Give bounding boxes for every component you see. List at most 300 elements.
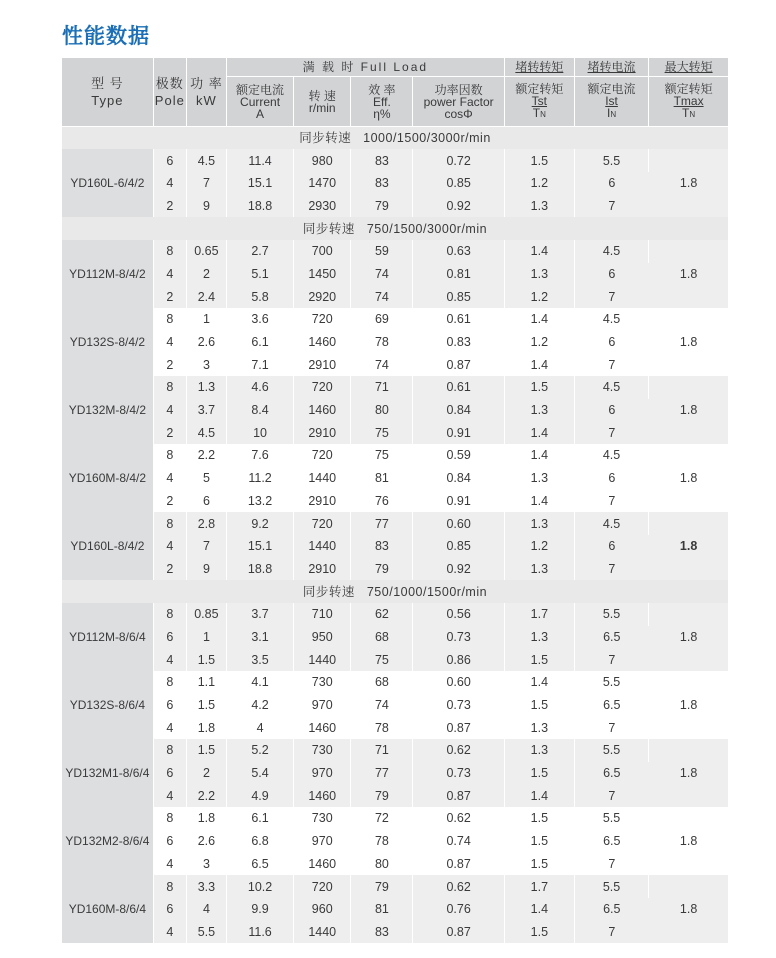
power-cell: 2.2 [186, 444, 226, 467]
locked-current-cell: 5.5 [574, 603, 648, 626]
eff-cell: 75 [351, 648, 413, 671]
eff-cell: 74 [351, 285, 413, 308]
table-row [62, 467, 728, 490]
pole-cell: 6 [153, 626, 186, 649]
locked-current-cell: 6 [574, 535, 648, 558]
header-speed-unit: r/min [308, 100, 336, 115]
power-cell: 1.8 [186, 716, 226, 739]
locked-current-cell: 7 [574, 558, 648, 581]
locked-current-numerator: Ist [605, 93, 618, 108]
speed-cell: 1460 [294, 331, 351, 354]
pf-cell: 0.62 [413, 875, 504, 898]
pf-cell: 0.56 [413, 603, 504, 626]
current-cell: 5.4 [226, 762, 293, 785]
power-cell: 4.5 [186, 421, 226, 444]
locked-torque-denominator-sub: N [540, 109, 546, 119]
table-row [62, 490, 728, 513]
eff-cell: 78 [351, 331, 413, 354]
header-locked-current [574, 77, 648, 127]
pf-cell: 0.62 [413, 807, 504, 830]
speed-cell: 1440 [294, 648, 351, 671]
current-cell: 7.1 [226, 353, 293, 376]
current-cell: 5.2 [226, 739, 293, 762]
pf-cell: 0.59 [413, 444, 504, 467]
current-cell: 4.1 [226, 671, 293, 694]
pf-cell: 0.83 [413, 331, 504, 354]
table-row [62, 535, 728, 558]
header-locked-torque-group [504, 58, 574, 77]
model-cell: YD160M-8/4/2 [62, 444, 153, 512]
locked-torque-cell: 1.3 [504, 467, 574, 490]
locked-torque-cell: 1.3 [504, 626, 574, 649]
pole-cell: 6 [153, 830, 186, 853]
pole-cell: 4 [153, 172, 186, 195]
eff-cell: 83 [351, 535, 413, 558]
pole-cell: 2 [153, 490, 186, 513]
eff-cell: 81 [351, 898, 413, 921]
pole-cell: 4 [153, 399, 186, 422]
power-cell: 5 [186, 467, 226, 490]
pf-cell: 0.60 [413, 512, 504, 535]
locked-current-cell: 6 [574, 331, 648, 354]
max-torque-denominator-sub: N [689, 109, 696, 119]
power-cell: 0.65 [186, 240, 226, 263]
locked-current-cell: 5.5 [574, 739, 648, 762]
header-current-en: Current [240, 94, 281, 109]
table-row [62, 875, 728, 898]
header-locked-torque [504, 77, 574, 127]
locked-torque-cell: 1.5 [504, 853, 574, 876]
eff-cell: 68 [351, 671, 413, 694]
current-cell: 18.8 [226, 558, 293, 581]
pf-cell: 0.84 [413, 467, 504, 490]
pole-cell: 8 [153, 444, 186, 467]
current-cell: 18.8 [226, 195, 293, 218]
pf-cell: 0.73 [413, 762, 504, 785]
power-cell: 0.85 [186, 603, 226, 626]
locked-torque-cell: 1.5 [504, 376, 574, 399]
model-cell: YD160L-8/4/2 [62, 512, 153, 580]
header-speed-cn: 转 速 [308, 88, 336, 103]
header-pole-cn: 极数 [155, 75, 184, 91]
sync-speed-cell [62, 580, 728, 603]
model-cell: YD112M-8/4/2 [62, 240, 153, 308]
header-model-cn: 型 号 [91, 75, 124, 91]
eff-cell: 71 [351, 739, 413, 762]
locked-current-denominator: I [607, 105, 611, 120]
pole-cell: 2 [153, 195, 186, 218]
sync-speed-label: 同步转速 [302, 584, 355, 599]
table-row [62, 739, 728, 762]
pole-cell: 4 [153, 784, 186, 807]
sync-speed-row [62, 217, 728, 240]
pole-cell: 2 [153, 285, 186, 308]
locked-current-label: 额定电流 [587, 81, 636, 96]
locked-torque-numerator: Tst [531, 93, 548, 108]
pf-cell: 0.87 [413, 921, 504, 944]
locked-torque-cell: 1.4 [504, 898, 574, 921]
pf-cell: 0.91 [413, 421, 504, 444]
speed-cell: 730 [294, 807, 351, 830]
max-torque-cell: 1.8 [649, 603, 728, 671]
max-torque-cell: 1.8 [649, 739, 728, 807]
sync-speed-value: 1000/1500/3000r/min [363, 130, 491, 145]
pole-cell: 4 [153, 467, 186, 490]
power-cell: 4.5 [186, 149, 226, 172]
pole-cell: 8 [153, 512, 186, 535]
speed-cell: 2910 [294, 353, 351, 376]
pole-cell: 2 [153, 558, 186, 581]
speed-cell: 720 [294, 512, 351, 535]
current-cell: 6.5 [226, 853, 293, 876]
header-pf-cn: 功率因数 [434, 82, 483, 97]
locked-current-cell: 5.5 [574, 875, 648, 898]
model-cell: YD132M1-8/6/4 [62, 739, 153, 807]
table-row [62, 376, 728, 399]
power-cell: 5.5 [186, 921, 226, 944]
power-cell: 1 [186, 626, 226, 649]
header-model-en: Type [91, 92, 124, 108]
locked-current-cell: 7 [574, 490, 648, 513]
locked-current-cell: 6 [574, 263, 648, 286]
pf-cell: 0.73 [413, 626, 504, 649]
power-cell: 1.8 [186, 807, 226, 830]
speed-cell: 2910 [294, 490, 351, 513]
max-torque-cell: 1.8 [649, 807, 728, 875]
current-cell: 6.1 [226, 331, 293, 354]
current-cell: 15.1 [226, 535, 293, 558]
sync-speed-label: 同步转速 [299, 130, 352, 145]
eff-cell: 79 [351, 784, 413, 807]
header-max-torque-group [649, 58, 728, 77]
pole-cell: 8 [153, 671, 186, 694]
pf-cell: 0.85 [413, 535, 504, 558]
model-cell: YD160M-8/6/4 [62, 875, 153, 943]
header-current [226, 77, 293, 127]
pf-cell: 0.84 [413, 399, 504, 422]
pole-cell: 8 [153, 875, 186, 898]
model-cell: YD132S-8/6/4 [62, 671, 153, 739]
current-cell: 10.2 [226, 875, 293, 898]
pole-cell: 6 [153, 694, 186, 717]
locked-torque-cell: 1.3 [504, 716, 574, 739]
speed-cell: 1460 [294, 716, 351, 739]
model-cell: YD132M2-8/6/4 [62, 807, 153, 875]
sync-speed-label: 同步转速 [302, 221, 355, 236]
sync-speed-row [62, 580, 728, 603]
eff-cell: 80 [351, 853, 413, 876]
current-cell: 3.7 [226, 603, 293, 626]
locked-current-cell: 7 [574, 353, 648, 376]
eff-cell: 83 [351, 149, 413, 172]
locked-torque-cell: 1.7 [504, 875, 574, 898]
locked-current-cell: 5.5 [574, 807, 648, 830]
current-cell: 6.8 [226, 830, 293, 853]
header-eff [351, 77, 413, 127]
header-power-cn: 功 率 [190, 75, 223, 91]
pole-cell: 4 [153, 331, 186, 354]
max-torque-cell: 1.8 [649, 512, 728, 580]
table-row [62, 603, 728, 626]
power-cell: 7 [186, 172, 226, 195]
table-row [62, 331, 728, 354]
power-cell: 2 [186, 762, 226, 785]
pole-cell: 4 [153, 535, 186, 558]
eff-cell: 81 [351, 467, 413, 490]
locked-current-cell: 6 [574, 399, 648, 422]
table-row [62, 558, 728, 581]
locked-torque-cell: 1.3 [504, 399, 574, 422]
pole-cell: 2 [153, 421, 186, 444]
power-cell: 1.5 [186, 694, 226, 717]
power-cell: 9 [186, 195, 226, 218]
eff-cell: 71 [351, 376, 413, 399]
table-row [62, 444, 728, 467]
locked-current-cell: 4.5 [574, 512, 648, 535]
speed-cell: 2910 [294, 421, 351, 444]
locked-torque-cell: 1.4 [504, 421, 574, 444]
pf-cell: 0.74 [413, 830, 504, 853]
table-row [62, 285, 728, 308]
current-cell: 9.2 [226, 512, 293, 535]
speed-cell: 1460 [294, 784, 351, 807]
eff-cell: 79 [351, 875, 413, 898]
speed-cell: 1470 [294, 172, 351, 195]
speed-cell: 950 [294, 626, 351, 649]
power-cell: 1.1 [186, 671, 226, 694]
header-pf [413, 77, 504, 127]
eff-cell: 80 [351, 399, 413, 422]
locked-torque-cell: 1.3 [504, 195, 574, 218]
power-cell: 1.5 [186, 648, 226, 671]
speed-cell: 2930 [294, 195, 351, 218]
power-cell: 2.6 [186, 331, 226, 354]
power-cell: 9 [186, 558, 226, 581]
eff-cell: 83 [351, 921, 413, 944]
table-header [62, 58, 728, 126]
locked-torque-cell: 1.3 [504, 739, 574, 762]
current-cell: 5.1 [226, 263, 293, 286]
speed-cell: 720 [294, 308, 351, 331]
locked-torque-cell: 1.5 [504, 648, 574, 671]
current-cell: 11.4 [226, 149, 293, 172]
table-row [62, 512, 728, 535]
locked-current-cell: 7 [574, 195, 648, 218]
speed-cell: 1440 [294, 921, 351, 944]
pf-cell: 0.85 [413, 172, 504, 195]
eff-cell: 75 [351, 421, 413, 444]
header-current-unit: A [256, 106, 265, 121]
pole-cell: 6 [153, 762, 186, 785]
eff-cell: 77 [351, 762, 413, 785]
locked-current-cell: 7 [574, 285, 648, 308]
eff-cell: 76 [351, 490, 413, 513]
eff-cell: 74 [351, 353, 413, 376]
pole-cell: 4 [153, 716, 186, 739]
locked-torque-cell: 1.4 [504, 444, 574, 467]
eff-cell: 59 [351, 240, 413, 263]
power-cell: 4 [186, 898, 226, 921]
pf-cell: 0.60 [413, 671, 504, 694]
max-torque-numerator: Tmax [673, 93, 704, 108]
pf-cell: 0.86 [413, 648, 504, 671]
speed-cell: 1440 [294, 535, 351, 558]
eff-cell: 79 [351, 558, 413, 581]
table-row [62, 716, 728, 739]
locked-current-cell: 7 [574, 648, 648, 671]
max-torque-cell: 1.8 [649, 875, 728, 943]
locked-torque-cell: 1.3 [504, 263, 574, 286]
speed-cell: 730 [294, 739, 351, 762]
speed-cell: 1440 [294, 467, 351, 490]
sync-speed-value: 750/1000/1500r/min [366, 584, 488, 599]
pole-cell: 8 [153, 807, 186, 830]
pole-cell: 8 [153, 739, 186, 762]
locked-current-cell: 6 [574, 467, 648, 490]
table-row [62, 671, 728, 694]
locked-current-denominator-sub: N [610, 109, 617, 119]
current-cell: 4.9 [226, 784, 293, 807]
table-row [62, 195, 728, 218]
locked-current-cell: 5.5 [574, 671, 648, 694]
locked-torque-group-label: 堵转转矩 [515, 60, 564, 74]
speed-cell: 980 [294, 149, 351, 172]
pole-cell: 6 [153, 898, 186, 921]
pole-cell: 8 [153, 240, 186, 263]
power-cell: 1 [186, 308, 226, 331]
pf-cell: 0.87 [413, 716, 504, 739]
locked-current-cell: 6.5 [574, 830, 648, 853]
locked-torque-cell: 1.4 [504, 353, 574, 376]
table-row [62, 399, 728, 422]
pole-cell: 8 [153, 308, 186, 331]
locked-torque-cell: 1.3 [504, 512, 574, 535]
locked-current-cell: 4.5 [574, 444, 648, 467]
eff-cell: 78 [351, 716, 413, 739]
pole-cell: 8 [153, 376, 186, 399]
sync-speed-cell [62, 217, 728, 240]
locked-current-cell: 6 [574, 172, 648, 195]
table-body [62, 126, 728, 943]
locked-torque-cell: 1.4 [504, 308, 574, 331]
power-cell: 7 [186, 535, 226, 558]
locked-current-cell: 6.5 [574, 762, 648, 785]
pf-cell: 0.62 [413, 739, 504, 762]
current-cell: 9.9 [226, 898, 293, 921]
current-cell: 5.8 [226, 285, 293, 308]
table-row [62, 172, 728, 195]
header-power [186, 58, 226, 126]
pf-cell: 0.92 [413, 558, 504, 581]
power-cell: 2.8 [186, 512, 226, 535]
pf-cell: 0.63 [413, 240, 504, 263]
speed-cell: 700 [294, 240, 351, 263]
locked-torque-cell: 1.2 [504, 285, 574, 308]
header-eff-cn: 效 率 [368, 82, 396, 97]
pole-cell: 8 [153, 603, 186, 626]
eff-cell: 72 [351, 807, 413, 830]
table-row [62, 830, 728, 853]
header-locked-current-group [574, 58, 648, 77]
pf-cell: 0.92 [413, 195, 504, 218]
header-pf-en: power Factor [423, 94, 494, 109]
model-cell: YD132S-8/4/2 [62, 308, 153, 376]
table-row [62, 308, 728, 331]
locked-current-cell: 6.5 [574, 898, 648, 921]
model-cell: YD112M-8/6/4 [62, 603, 153, 671]
header-pole-en: Pole [154, 92, 185, 108]
locked-torque-cell: 1.5 [504, 694, 574, 717]
header-max-torque [649, 77, 728, 127]
current-cell: 11.2 [226, 467, 293, 490]
current-cell: 3.6 [226, 308, 293, 331]
performance-table [62, 58, 728, 943]
header-pole [153, 58, 186, 126]
table-row [62, 807, 728, 830]
table-row [62, 421, 728, 444]
pole-cell: 6 [153, 149, 186, 172]
locked-torque-cell: 1.5 [504, 921, 574, 944]
power-cell: 1.3 [186, 376, 226, 399]
locked-current-cell: 6.5 [574, 694, 648, 717]
sync-speed-cell [62, 126, 728, 149]
model-cell: YD160L-6/4/2 [62, 149, 153, 217]
eff-cell: 74 [351, 694, 413, 717]
locked-torque-cell: 1.5 [504, 807, 574, 830]
speed-cell: 720 [294, 875, 351, 898]
page-title: 性能数据 [62, 24, 150, 48]
table-row [62, 694, 728, 717]
power-cell: 1.5 [186, 739, 226, 762]
locked-current-cell: 7 [574, 784, 648, 807]
eff-cell: 79 [351, 195, 413, 218]
power-cell: 2 [186, 263, 226, 286]
max-torque-cell: 1.8 [649, 240, 728, 308]
current-cell: 4.2 [226, 694, 293, 717]
pole-cell: 4 [153, 853, 186, 876]
speed-cell: 2910 [294, 558, 351, 581]
power-cell: 6 [186, 490, 226, 513]
sync-speed-row [62, 126, 728, 149]
max-torque-cell: 1.8 [649, 376, 728, 444]
power-cell: 3.3 [186, 875, 226, 898]
locked-current-cell: 7 [574, 716, 648, 739]
speed-cell: 710 [294, 603, 351, 626]
max-torque-label: 额定转矩 [664, 81, 713, 96]
table-row [62, 784, 728, 807]
locked-current-group-label: 堵转电流 [587, 60, 636, 74]
power-cell: 3 [186, 853, 226, 876]
locked-torque-denominator: T [532, 105, 541, 120]
power-cell: 2.2 [186, 784, 226, 807]
header-full-load: 满 载 时 Full Load [226, 58, 504, 77]
current-cell: 4.6 [226, 376, 293, 399]
table-row [62, 353, 728, 376]
pf-cell: 0.61 [413, 376, 504, 399]
pole-cell: 2 [153, 353, 186, 376]
current-cell: 7.6 [226, 444, 293, 467]
locked-torque-cell: 1.2 [504, 172, 574, 195]
power-cell: 3 [186, 353, 226, 376]
pf-cell: 0.87 [413, 853, 504, 876]
max-torque-cell: 1.8 [649, 444, 728, 512]
table-row [62, 149, 728, 172]
power-cell: 2.4 [186, 285, 226, 308]
table-row [62, 626, 728, 649]
eff-cell: 74 [351, 263, 413, 286]
header-pf-unit: cosΦ [444, 106, 473, 121]
current-cell: 4 [226, 716, 293, 739]
